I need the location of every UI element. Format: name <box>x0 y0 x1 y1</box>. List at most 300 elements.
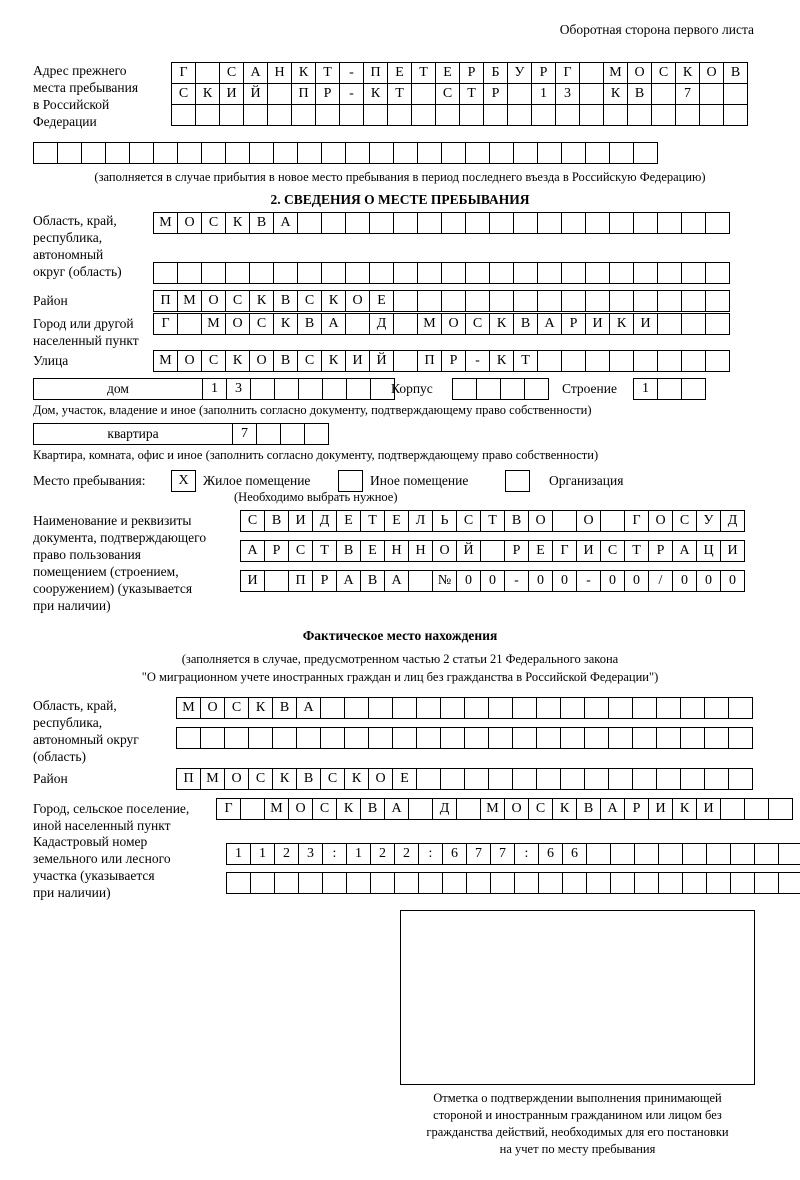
prev-address-r4-cell-15[interactable] <box>369 142 394 164</box>
district-cell-1[interactable]: П <box>153 290 178 312</box>
district-cell-22[interactable] <box>657 290 682 312</box>
flat-cell-3[interactable] <box>280 423 305 445</box>
house-boxes[interactable] <box>202 378 394 400</box>
document-row-3[interactable] <box>240 570 744 592</box>
prev-address-r1-cell-9[interactable]: П <box>363 62 388 84</box>
house-cell-7[interactable] <box>346 378 371 400</box>
actual-city-cell-5[interactable]: С <box>312 798 337 820</box>
cadastral-r2-cell-14[interactable] <box>538 872 563 894</box>
region-r2-cell-3[interactable] <box>201 262 226 284</box>
cadastral-r2-cell-5[interactable] <box>322 872 347 894</box>
korpus-cell-2[interactable] <box>476 378 501 400</box>
city-cell-7[interactable]: В <box>297 313 322 335</box>
actual-region-r1-cell-13[interactable] <box>464 697 489 719</box>
prev-address-r2-cell-17[interactable]: 3 <box>555 83 580 105</box>
prev-address-r1-cell-21[interactable]: С <box>651 62 676 84</box>
actual-district-cell-20[interactable] <box>632 768 657 790</box>
street-row[interactable] <box>153 350 729 372</box>
actual-district-cell-17[interactable] <box>560 768 585 790</box>
actual-district-cell-22[interactable] <box>680 768 705 790</box>
document-r1-cell-11[interactable]: Т <box>480 510 505 532</box>
house-cell-5[interactable] <box>298 378 323 400</box>
actual-district-cell-13[interactable] <box>464 768 489 790</box>
document-r1-cell-12[interactable]: В <box>504 510 529 532</box>
city-cell-10[interactable]: Д <box>369 313 394 335</box>
cadastral-r2-cell-23[interactable] <box>754 872 779 894</box>
district-cell-13[interactable] <box>441 290 466 312</box>
city-cell-12[interactable]: М <box>417 313 442 335</box>
actual-district-cell-3[interactable]: О <box>224 768 249 790</box>
prev-address-r3-cell-8[interactable] <box>339 104 364 126</box>
cadastral-r2-cell-24[interactable] <box>778 872 800 894</box>
actual-city-cell-16[interactable]: В <box>576 798 601 820</box>
actual-city-cell-8[interactable]: А <box>384 798 409 820</box>
prev-address-r4-cell-24[interactable] <box>585 142 610 164</box>
actual-district-cell-7[interactable]: С <box>320 768 345 790</box>
region-r1-cell-7[interactable] <box>297 212 322 234</box>
district-cell-12[interactable] <box>417 290 442 312</box>
korpus-cell-1[interactable] <box>452 378 477 400</box>
document-r3-cell-19[interactable]: 0 <box>672 570 697 592</box>
district-cell-6[interactable]: В <box>273 290 298 312</box>
actual-region-r2-cell-2[interactable] <box>200 727 225 749</box>
street-cell-1[interactable]: М <box>153 350 178 372</box>
prev-address-r4-cell-19[interactable] <box>465 142 490 164</box>
cadastral-r1-cell-14[interactable]: 6 <box>538 843 563 865</box>
prev-address-r4-cell-6[interactable] <box>153 142 178 164</box>
district-cell-23[interactable] <box>681 290 706 312</box>
house-cell-6[interactable] <box>322 378 347 400</box>
actual-region-r1-cell-24[interactable] <box>728 697 753 719</box>
actual-city-cell-17[interactable]: А <box>600 798 625 820</box>
actual-region-r2-cell-14[interactable] <box>488 727 513 749</box>
prev-address-r3-cell-19[interactable] <box>603 104 628 126</box>
district-row[interactable] <box>153 290 729 312</box>
actual-city-cell-4[interactable]: О <box>288 798 313 820</box>
actual-district-cell-19[interactable] <box>608 768 633 790</box>
prev-address-r3-cell-24[interactable] <box>723 104 748 126</box>
actual-region-r2-cell-12[interactable] <box>440 727 465 749</box>
district-cell-7[interactable]: С <box>297 290 322 312</box>
stroenie-cell-3[interactable] <box>681 378 706 400</box>
actual-region-r2-cell-3[interactable] <box>224 727 249 749</box>
document-r1-cell-10[interactable]: С <box>456 510 481 532</box>
actual-district-cell-4[interactable]: С <box>248 768 273 790</box>
cadastral-r1-cell-13[interactable]: : <box>514 843 539 865</box>
district-cell-8[interactable]: К <box>321 290 346 312</box>
district-cell-14[interactable] <box>465 290 490 312</box>
city-cell-23[interactable] <box>681 313 706 335</box>
actual-district-cell-10[interactable]: Е <box>392 768 417 790</box>
actual-region-r1-cell-17[interactable] <box>560 697 585 719</box>
region-r2-cell-2[interactable] <box>177 262 202 284</box>
prev-address-r4-cell-10[interactable] <box>249 142 274 164</box>
district-cell-20[interactable] <box>609 290 634 312</box>
actual-district-cell-21[interactable] <box>656 768 681 790</box>
prev-address-r4-cell-26[interactable] <box>633 142 658 164</box>
document-r1-cell-8[interactable]: Л <box>408 510 433 532</box>
actual-city-row[interactable] <box>216 798 792 820</box>
prev-address-r1-cell-3[interactable]: С <box>219 62 244 84</box>
actual-region-r1-cell-22[interactable] <box>680 697 705 719</box>
district-cell-17[interactable] <box>537 290 562 312</box>
document-r3-cell-16[interactable]: 0 <box>600 570 625 592</box>
region-r1-cell-19[interactable] <box>585 212 610 234</box>
prev-address-r1-cell-1[interactable]: Г <box>171 62 196 84</box>
actual-region-r1-cell-15[interactable] <box>512 697 537 719</box>
actual-district-cell-9[interactable]: О <box>368 768 393 790</box>
region-r1-cell-13[interactable] <box>441 212 466 234</box>
cadastral-r1-cell-10[interactable]: 6 <box>442 843 467 865</box>
street-cell-23[interactable] <box>681 350 706 372</box>
actual-region-r2-cell-18[interactable] <box>584 727 609 749</box>
prev-address-r1-cell-7[interactable]: Т <box>315 62 340 84</box>
document-r3-cell-21[interactable]: 0 <box>720 570 745 592</box>
street-cell-7[interactable]: С <box>297 350 322 372</box>
city-cell-8[interactable]: А <box>321 313 346 335</box>
prev-address-r3-cell-20[interactable] <box>627 104 652 126</box>
prev-address-r2-cell-7[interactable]: Р <box>315 83 340 105</box>
prev-address-r2-cell-4[interactable]: Й <box>243 83 268 105</box>
cadastral-r2-cell-1[interactable] <box>226 872 251 894</box>
prev-address-r2-cell-11[interactable] <box>411 83 436 105</box>
place-type-option-1-checkbox[interactable]: X <box>171 470 196 492</box>
prev-address-r2-cell-3[interactable]: И <box>219 83 244 105</box>
actual-city-cell-7[interactable]: В <box>360 798 385 820</box>
document-r1-cell-17[interactable]: Г <box>624 510 649 532</box>
document-r2-cell-15[interactable]: И <box>576 540 601 562</box>
street-cell-14[interactable]: - <box>465 350 490 372</box>
district-cell-10[interactable]: Е <box>369 290 394 312</box>
street-cell-10[interactable]: Й <box>369 350 394 372</box>
actual-district-cell-24[interactable] <box>728 768 753 790</box>
actual-city-cell-12[interactable]: М <box>480 798 505 820</box>
actual-region-r2-cell-1[interactable] <box>176 727 201 749</box>
actual-district-cell-5[interactable]: К <box>272 768 297 790</box>
city-cell-24[interactable] <box>705 313 730 335</box>
region-r1-cell-14[interactable] <box>465 212 490 234</box>
region-r1-cell-8[interactable] <box>321 212 346 234</box>
document-r3-cell-15[interactable]: - <box>576 570 601 592</box>
cadastral-r2-cell-20[interactable] <box>682 872 707 894</box>
actual-region-r2-cell-6[interactable] <box>296 727 321 749</box>
document-r2-cell-8[interactable]: Н <box>408 540 433 562</box>
region-r2-cell-8[interactable] <box>321 262 346 284</box>
cadastral-r1-cell-17[interactable] <box>610 843 635 865</box>
prev-address-r4-cell-9[interactable] <box>225 142 250 164</box>
flat-cell-4[interactable] <box>304 423 329 445</box>
actual-region-r1-cell-10[interactable] <box>392 697 417 719</box>
actual-district-cell-12[interactable] <box>440 768 465 790</box>
cadastral-r2-cell-16[interactable] <box>586 872 611 894</box>
region-r1-cell-17[interactable] <box>537 212 562 234</box>
prev-address-r1-cell-15[interactable]: У <box>507 62 532 84</box>
prev-address-r4-cell-23[interactable] <box>561 142 586 164</box>
region-r1-cell-21[interactable] <box>633 212 658 234</box>
place-type-option-2-checkbox[interactable] <box>338 470 363 492</box>
city-cell-11[interactable] <box>393 313 418 335</box>
actual-city-cell-22[interactable] <box>720 798 745 820</box>
region-r1-cell-12[interactable] <box>417 212 442 234</box>
actual-district-cell-6[interactable]: В <box>296 768 321 790</box>
cadastral-r2-cell-8[interactable] <box>394 872 419 894</box>
actual-city-cell-3[interactable]: М <box>264 798 289 820</box>
region-r2-cell-14[interactable] <box>465 262 490 284</box>
cadastral-r2-cell-18[interactable] <box>634 872 659 894</box>
region-r2-cell-13[interactable] <box>441 262 466 284</box>
region-r1-cell-2[interactable]: О <box>177 212 202 234</box>
prev-address-r3-cell-7[interactable] <box>315 104 340 126</box>
street-cell-11[interactable] <box>393 350 418 372</box>
actual-region-r1-cell-20[interactable] <box>632 697 657 719</box>
prev-address-r3-cell-22[interactable] <box>675 104 700 126</box>
actual-city-cell-2[interactable] <box>240 798 265 820</box>
prev-address-r2-cell-5[interactable] <box>267 83 292 105</box>
district-cell-9[interactable]: О <box>345 290 370 312</box>
stroenie-boxes[interactable] <box>633 378 705 400</box>
actual-district-cell-14[interactable] <box>488 768 513 790</box>
prev-address-r4-cell-3[interactable] <box>81 142 106 164</box>
region-r1-cell-20[interactable] <box>609 212 634 234</box>
actual-region-row-1[interactable] <box>176 697 752 719</box>
actual-region-r2-cell-5[interactable] <box>272 727 297 749</box>
region-r1-cell-15[interactable] <box>489 212 514 234</box>
cadastral-r1-cell-12[interactable]: 7 <box>490 843 515 865</box>
prev-address-r4-cell-12[interactable] <box>297 142 322 164</box>
city-cell-21[interactable]: И <box>633 313 658 335</box>
prev-address-r3-cell-3[interactable] <box>219 104 244 126</box>
district-cell-11[interactable] <box>393 290 418 312</box>
prev-address-r2-cell-20[interactable]: В <box>627 83 652 105</box>
actual-region-r2-cell-11[interactable] <box>416 727 441 749</box>
street-cell-8[interactable]: К <box>321 350 346 372</box>
city-cell-18[interactable]: Р <box>561 313 586 335</box>
document-r1-cell-7[interactable]: Е <box>384 510 409 532</box>
street-cell-5[interactable]: О <box>249 350 274 372</box>
actual-region-r1-cell-18[interactable] <box>584 697 609 719</box>
prev-address-r1-cell-4[interactable]: А <box>243 62 268 84</box>
region-r2-cell-5[interactable] <box>249 262 274 284</box>
document-r3-cell-4[interactable]: Р <box>312 570 337 592</box>
prev-address-r1-cell-6[interactable]: К <box>291 62 316 84</box>
actual-region-r2-cell-24[interactable] <box>728 727 753 749</box>
cadastral-r2-cell-4[interactable] <box>298 872 323 894</box>
actual-region-r2-cell-19[interactable] <box>608 727 633 749</box>
region-row-1[interactable] <box>153 212 729 234</box>
document-r2-cell-4[interactable]: Т <box>312 540 337 562</box>
cadastral-r1-cell-7[interactable]: 2 <box>370 843 395 865</box>
korpus-boxes[interactable] <box>452 378 548 400</box>
street-cell-20[interactable] <box>609 350 634 372</box>
cadastral-r1-cell-20[interactable] <box>682 843 707 865</box>
actual-city-cell-11[interactable] <box>456 798 481 820</box>
street-cell-22[interactable] <box>657 350 682 372</box>
cadastral-r1-cell-1[interactable]: 1 <box>226 843 251 865</box>
actual-region-r1-cell-14[interactable] <box>488 697 513 719</box>
korpus-cell-4[interactable] <box>524 378 549 400</box>
prev-address-row-2[interactable] <box>171 83 747 105</box>
cadastral-r2-cell-6[interactable] <box>346 872 371 894</box>
document-r1-cell-4[interactable]: Д <box>312 510 337 532</box>
actual-region-r2-cell-17[interactable] <box>560 727 585 749</box>
document-r3-cell-5[interactable]: А <box>336 570 361 592</box>
prev-address-r1-cell-12[interactable]: Е <box>435 62 460 84</box>
region-r2-cell-15[interactable] <box>489 262 514 284</box>
flat-cell-1[interactable]: 7 <box>232 423 257 445</box>
actual-district-cell-11[interactable] <box>416 768 441 790</box>
document-r3-cell-18[interactable]: / <box>648 570 673 592</box>
city-row[interactable] <box>153 313 729 335</box>
prev-address-r3-cell-10[interactable] <box>387 104 412 126</box>
prev-address-r3-cell-13[interactable] <box>459 104 484 126</box>
prev-address-row-1[interactable] <box>171 62 747 84</box>
region-r2-cell-4[interactable] <box>225 262 250 284</box>
actual-region-r1-cell-1[interactable]: М <box>176 697 201 719</box>
district-cell-18[interactable] <box>561 290 586 312</box>
prev-address-r4-cell-16[interactable] <box>393 142 418 164</box>
document-r3-cell-20[interactable]: 0 <box>696 570 721 592</box>
actual-district-cell-23[interactable] <box>704 768 729 790</box>
actual-region-r2-cell-15[interactable] <box>512 727 537 749</box>
actual-region-r1-cell-2[interactable]: О <box>200 697 225 719</box>
region-r2-cell-19[interactable] <box>585 262 610 284</box>
actual-city-cell-1[interactable]: Г <box>216 798 241 820</box>
prev-address-r2-cell-12[interactable]: С <box>435 83 460 105</box>
region-r1-cell-11[interactable] <box>393 212 418 234</box>
city-cell-9[interactable] <box>345 313 370 335</box>
actual-region-r1-cell-23[interactable] <box>704 697 729 719</box>
cadastral-r2-cell-7[interactable] <box>370 872 395 894</box>
actual-city-cell-13[interactable]: О <box>504 798 529 820</box>
actual-region-r1-cell-16[interactable] <box>536 697 561 719</box>
prev-address-r4-cell-25[interactable] <box>609 142 634 164</box>
cadastral-r2-cell-19[interactable] <box>658 872 683 894</box>
region-r1-cell-23[interactable] <box>681 212 706 234</box>
document-r1-cell-1[interactable]: С <box>240 510 265 532</box>
prev-address-r3-cell-9[interactable] <box>363 104 388 126</box>
prev-address-r4-cell-8[interactable] <box>201 142 226 164</box>
district-cell-5[interactable]: К <box>249 290 274 312</box>
actual-region-r2-cell-22[interactable] <box>680 727 705 749</box>
prev-address-r2-cell-24[interactable] <box>723 83 748 105</box>
region-r1-cell-3[interactable]: С <box>201 212 226 234</box>
cadastral-r2-cell-21[interactable] <box>706 872 731 894</box>
cadastral-r2-cell-17[interactable] <box>610 872 635 894</box>
document-r2-cell-21[interactable]: И <box>720 540 745 562</box>
cadastral-r1-cell-18[interactable] <box>634 843 659 865</box>
prev-address-r1-cell-23[interactable]: О <box>699 62 724 84</box>
document-r2-cell-19[interactable]: А <box>672 540 697 562</box>
prev-address-r2-cell-8[interactable]: - <box>339 83 364 105</box>
street-cell-16[interactable]: Т <box>513 350 538 372</box>
document-r1-cell-9[interactable]: Ь <box>432 510 457 532</box>
city-cell-1[interactable]: Г <box>153 313 178 335</box>
prev-address-r4-cell-1[interactable] <box>33 142 58 164</box>
actual-city-cell-9[interactable] <box>408 798 433 820</box>
region-r1-cell-18[interactable] <box>561 212 586 234</box>
prev-address-r4-cell-11[interactable] <box>273 142 298 164</box>
prev-address-r2-cell-9[interactable]: К <box>363 83 388 105</box>
document-r3-cell-17[interactable]: 0 <box>624 570 649 592</box>
district-cell-21[interactable] <box>633 290 658 312</box>
district-cell-4[interactable]: С <box>225 290 250 312</box>
street-cell-9[interactable]: И <box>345 350 370 372</box>
place-type-option-3-checkbox[interactable] <box>505 470 530 492</box>
actual-district-cell-2[interactable]: М <box>200 768 225 790</box>
prev-address-r4-cell-7[interactable] <box>177 142 202 164</box>
region-r2-cell-23[interactable] <box>681 262 706 284</box>
document-r3-cell-11[interactable]: 0 <box>480 570 505 592</box>
prev-address-r3-cell-1[interactable] <box>171 104 196 126</box>
city-cell-4[interactable]: О <box>225 313 250 335</box>
region-r2-cell-21[interactable] <box>633 262 658 284</box>
prev-address-r2-cell-16[interactable]: 1 <box>531 83 556 105</box>
region-r2-cell-16[interactable] <box>513 262 538 284</box>
stroenie-cell-1[interactable]: 1 <box>633 378 658 400</box>
prev-address-r3-cell-11[interactable] <box>411 104 436 126</box>
document-r3-cell-2[interactable] <box>264 570 289 592</box>
prev-address-r3-cell-18[interactable] <box>579 104 604 126</box>
cadastral-r2-cell-13[interactable] <box>514 872 539 894</box>
prev-address-r3-cell-17[interactable] <box>555 104 580 126</box>
prev-address-r1-cell-2[interactable] <box>195 62 220 84</box>
city-cell-13[interactable]: О <box>441 313 466 335</box>
region-r1-cell-16[interactable] <box>513 212 538 234</box>
region-r1-cell-24[interactable] <box>705 212 730 234</box>
cadastral-r2-cell-11[interactable] <box>466 872 491 894</box>
prev-address-r2-cell-2[interactable]: К <box>195 83 220 105</box>
document-r3-cell-9[interactable]: № <box>432 570 457 592</box>
region-r1-cell-1[interactable]: М <box>153 212 178 234</box>
prev-address-r1-cell-18[interactable] <box>579 62 604 84</box>
cadastral-r1-cell-19[interactable] <box>658 843 683 865</box>
house-cell-3[interactable] <box>250 378 275 400</box>
document-r1-cell-5[interactable]: Е <box>336 510 361 532</box>
house-cell-1[interactable]: 1 <box>202 378 227 400</box>
actual-city-cell-21[interactable]: И <box>696 798 721 820</box>
document-r1-cell-18[interactable]: О <box>648 510 673 532</box>
document-r1-cell-15[interactable]: О <box>576 510 601 532</box>
actual-city-cell-24[interactable] <box>768 798 793 820</box>
document-r2-cell-10[interactable]: Й <box>456 540 481 562</box>
actual-district-cell-1[interactable]: П <box>176 768 201 790</box>
flat-boxes[interactable] <box>232 423 328 445</box>
cadastral-r2-cell-2[interactable] <box>250 872 275 894</box>
actual-region-r1-cell-12[interactable] <box>440 697 465 719</box>
document-r1-cell-16[interactable] <box>600 510 625 532</box>
cadastral-r2-cell-9[interactable] <box>418 872 443 894</box>
street-cell-3[interactable]: С <box>201 350 226 372</box>
prev-address-r3-cell-2[interactable] <box>195 104 220 126</box>
district-cell-3[interactable]: О <box>201 290 226 312</box>
actual-city-cell-14[interactable]: С <box>528 798 553 820</box>
cadastral-r1-cell-6[interactable]: 1 <box>346 843 371 865</box>
prev-address-r4-cell-5[interactable] <box>129 142 154 164</box>
document-r2-cell-18[interactable]: Р <box>648 540 673 562</box>
document-r1-cell-6[interactable]: Т <box>360 510 385 532</box>
street-cell-21[interactable] <box>633 350 658 372</box>
prev-address-r3-cell-21[interactable] <box>651 104 676 126</box>
prev-address-r1-cell-11[interactable]: Т <box>411 62 436 84</box>
city-cell-2[interactable] <box>177 313 202 335</box>
document-r2-cell-6[interactable]: Е <box>360 540 385 562</box>
prev-address-r1-cell-10[interactable]: Е <box>387 62 412 84</box>
region-r1-cell-9[interactable] <box>345 212 370 234</box>
cadastral-r1-cell-15[interactable]: 6 <box>562 843 587 865</box>
document-r2-cell-17[interactable]: Т <box>624 540 649 562</box>
prev-address-r2-cell-18[interactable] <box>579 83 604 105</box>
region-r1-cell-5[interactable]: В <box>249 212 274 234</box>
